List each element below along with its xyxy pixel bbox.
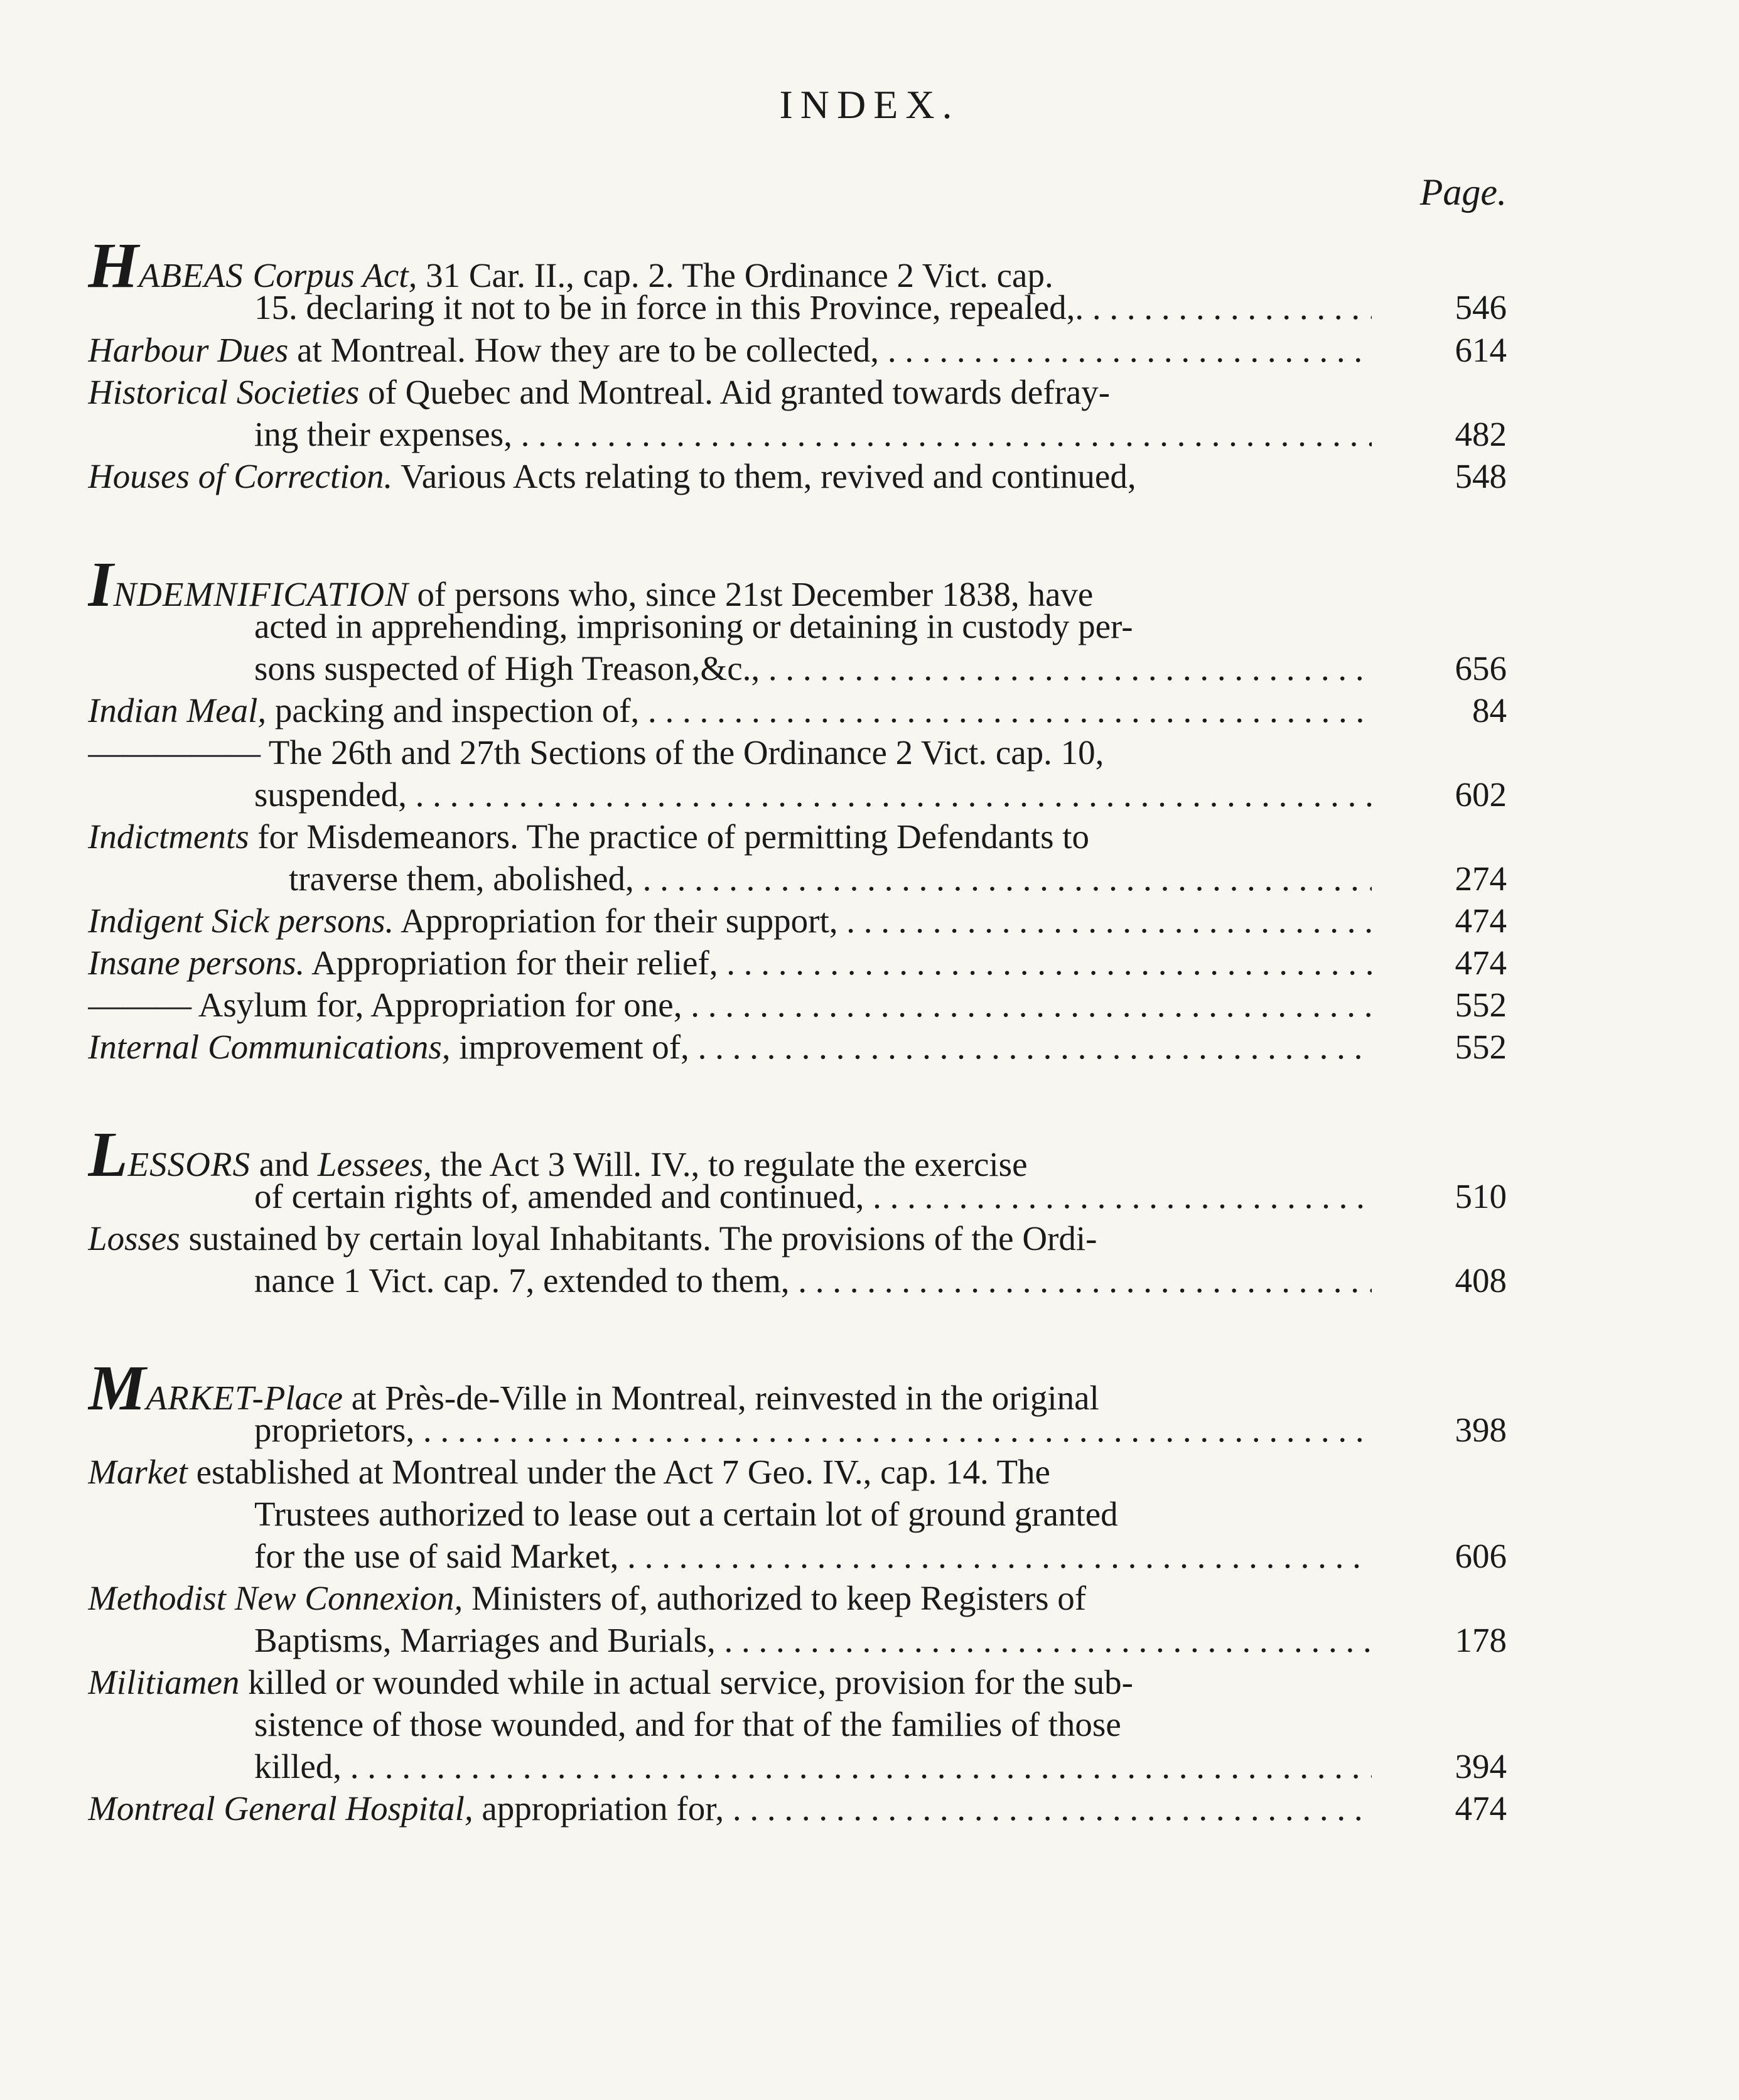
entry-text-run: ARKET-: [146, 1379, 264, 1417]
index-entry-line: [0, 816, 1739, 858]
index-entry-line: [0, 858, 1739, 900]
entry-text-run: Insane persons.: [88, 944, 305, 982]
entry-text: [254, 1704, 1372, 1745]
entry-page-number: 482: [1455, 415, 1507, 453]
entry-text-run: and: [250, 1145, 318, 1183]
entry-text: [88, 330, 1372, 371]
entry-text-run: sistence of those wounded, and for that of the families of those: [254, 1705, 1121, 1743]
entry-text: [88, 1662, 1372, 1703]
entry-page-number: 614: [1455, 331, 1507, 369]
index-entry-line: [0, 606, 1739, 647]
entry-page-number: 546: [1455, 288, 1507, 326]
entry-text: [254, 1494, 1372, 1535]
entry-text-run: at Près-de-Ville in Montreal, reinvested in the original: [342, 1379, 1099, 1417]
entry-text-run: Ministers of, authorized to keep Registers of: [463, 1579, 1087, 1617]
entry-text: [88, 942, 1372, 984]
index-entry-line: [0, 690, 1739, 731]
index-entry-line: [0, 1704, 1739, 1745]
entry-text-run: appropriation for,: [473, 1789, 724, 1828]
index-entry-line: [0, 1451, 1739, 1493]
entry-text-run: packing and inspection of,: [266, 691, 640, 730]
entry-text-run: Methodist New Connexion,: [88, 1579, 463, 1617]
entry-page-number: 178: [1455, 1621, 1507, 1659]
entry-text: [254, 648, 1372, 689]
entry-text-run: sustained by certain loyal Inhabitants. The provisions of the Ordi-: [180, 1219, 1097, 1257]
index-entry-line: [0, 1026, 1739, 1068]
entry-text-run: Lessees,: [317, 1145, 432, 1183]
initial-capital: H: [88, 245, 139, 296]
entry-text: [88, 900, 1372, 942]
entry-text: [254, 1746, 1372, 1787]
entry-text-run: killed or wounded while in actual service, provision for the sub-: [239, 1663, 1133, 1701]
entry-page-number: 552: [1455, 1028, 1507, 1066]
entry-page-number: 602: [1455, 775, 1507, 814]
initial-capital: L: [88, 1134, 128, 1185]
entry-page-number: 398: [1455, 1411, 1507, 1449]
entry-text-run: acted in apprehending, imprisoning or detaining in custody per-: [254, 607, 1133, 645]
entry-text: [88, 1788, 1372, 1829]
index-entry-line: [0, 942, 1739, 984]
index-entry-line: [0, 984, 1739, 1026]
entry-text-run: Losses: [88, 1219, 180, 1257]
page-title: INDEX.: [779, 82, 960, 127]
entry-text-run: Place: [264, 1379, 343, 1417]
entry-text-run: of Quebec and Montreal. Aid granted towards defray-: [359, 373, 1111, 411]
entry-text-run: improvement of,: [450, 1028, 689, 1066]
entry-text: [254, 1176, 1372, 1217]
index-entry-line: [0, 1662, 1739, 1703]
entry-text-run: 31 Car. II., cap. 2. The Ordinance 2 Vict. cap.: [417, 256, 1053, 294]
entry-text: [254, 1409, 1372, 1451]
entry-page-number: 510: [1455, 1177, 1507, 1215]
index-entry-line: [0, 1176, 1739, 1217]
entry-text-run: at Montreal. How they are to be collected,: [288, 331, 880, 369]
entry-text-run: traverse them, abolished,: [289, 859, 634, 898]
entry-text-run: 15. declaring it not to be in force in this Province, repealed,. .: [254, 288, 1101, 326]
index-entry-line: [0, 774, 1739, 816]
index-entry-line: [0, 1260, 1739, 1301]
entry-text-run: sons suspected of High Treason,&c.,: [254, 649, 760, 687]
entry-text-run: Appropriation for their relief,: [304, 944, 718, 982]
entry-text: [254, 1620, 1372, 1661]
entry-text: [289, 858, 1372, 900]
entry-text-run: Indigent Sick persons.: [88, 902, 394, 940]
index-entry-line: [0, 456, 1739, 497]
index-entry-line: [0, 287, 1739, 328]
entry-text: [254, 774, 1372, 816]
entry-text-run: of persons who, since 21st December 1838, have: [408, 575, 1094, 613]
entry-text-run: killed,: [254, 1747, 342, 1785]
index-entry-line: [0, 330, 1739, 371]
entry-page-number: 274: [1455, 859, 1507, 898]
entry-text: [88, 1451, 1372, 1493]
entry-text: [254, 414, 1372, 455]
index-entry-line: [0, 648, 1739, 689]
entry-text-run: Trustees authorized to lease out a certain lot of ground granted: [254, 1495, 1118, 1533]
index-entry-line: [0, 1134, 1739, 1185]
entry-text-run: Internal Communications,: [88, 1028, 451, 1066]
entry-text-run: Baptisms, Marriages and Burials,: [254, 1621, 716, 1659]
entry-text-run: ing their expenses,: [254, 415, 512, 453]
entry-page-number: 548: [1455, 457, 1507, 495]
initial-capital: I: [88, 564, 114, 615]
entry-text-run: Corpus Act,: [252, 256, 417, 294]
entry-text-run: Indictments: [88, 817, 249, 856]
index-entry-line: [0, 564, 1739, 615]
entry-text-run: Market: [88, 1453, 188, 1491]
entry-text-run: suspended,: [254, 775, 407, 814]
entry-text-run: nance 1 Vict. cap. 7, extended to them,: [254, 1261, 790, 1300]
entry-text: [254, 287, 1372, 328]
index-entry-line: [0, 900, 1739, 942]
entry-text-run: of certain rights of, amended and continued,: [254, 1177, 864, 1215]
entry-page-number: 474: [1455, 902, 1507, 940]
entry-text-run: Various Acts relating to them, revived and continued,: [392, 457, 1136, 495]
entry-text-run: Militiamen: [88, 1663, 240, 1701]
entry-text-run: Indian Meal,: [88, 691, 267, 730]
entry-text-run: ESSORS: [127, 1145, 250, 1183]
entry-text-run: the Act 3 Will. IV., to regulate the exercise: [431, 1145, 1028, 1183]
entry-text-run: ——— Asylum for, Appropriation for one,: [88, 986, 682, 1024]
index-entry-line: [0, 1494, 1739, 1535]
index-entry-line: [0, 1218, 1739, 1259]
entry-text: [254, 606, 1372, 647]
page-column-label: Page.: [1419, 171, 1507, 213]
entry-text-run: for the use of said Market,: [254, 1537, 619, 1575]
initial-capital: M: [88, 1367, 146, 1419]
index-entry-line: [0, 1536, 1739, 1577]
index-entry-line: [0, 245, 1739, 296]
index-entry-line: [0, 1578, 1739, 1619]
index-entry-line: [0, 1620, 1739, 1661]
index-entry-line: [0, 1409, 1739, 1451]
entry-text-run: for Misdemeanors. The practice of permitting Defendants to: [249, 817, 1090, 856]
entry-text-run: ABEAS: [138, 256, 253, 294]
entry-text-run: proprietors,: [254, 1411, 415, 1449]
entry-text-run: Houses of Correction.: [88, 457, 393, 495]
entry-text: [254, 1260, 1372, 1301]
entry-page-number: 474: [1455, 944, 1507, 982]
entry-text: [88, 1218, 1372, 1259]
entry-text-run: established at Montreal under the Act 7 Geo. IV., cap. 14. The: [187, 1453, 1050, 1491]
entry-text-run: ————— The 26th and 27th Sections of the Ordinance 2 Vict. cap. 10,: [88, 733, 1104, 772]
index-entry-line: [0, 414, 1739, 455]
entry-text-run: Harbour Dues: [88, 331, 289, 369]
entry-text-run: Montreal General Hospital,: [88, 1789, 473, 1828]
entry-page-number: 408: [1455, 1261, 1507, 1300]
entry-page-number: 394: [1455, 1747, 1507, 1785]
entry-text: [88, 732, 1372, 773]
entry-page-number: 656: [1455, 649, 1507, 687]
entry-page-number: 552: [1455, 986, 1507, 1024]
entry-text: [88, 816, 1372, 858]
entry-text: [88, 1026, 1372, 1068]
entry-text: [254, 1536, 1372, 1577]
entry-text-run: NDEMNIFICATION: [113, 575, 409, 613]
entry-text: [88, 690, 1372, 731]
entry-text-run: Historical Societies: [88, 373, 360, 411]
index-entry-line: [0, 1746, 1739, 1787]
index-entry-line: [0, 1788, 1739, 1829]
index-entry-line: [0, 372, 1739, 413]
index-entry-line: [0, 1367, 1739, 1419]
entry-page-number: 474: [1455, 1789, 1507, 1828]
entry-text: [88, 1578, 1372, 1619]
entry-text: [88, 984, 1372, 1026]
index-entry-line: [0, 732, 1739, 773]
entry-text: [88, 372, 1372, 413]
entry-text: [88, 456, 1372, 497]
entry-page-number: 606: [1455, 1537, 1507, 1575]
entry-page-number: 84: [1472, 691, 1507, 730]
entry-text-run: Appropriation for their support,: [394, 902, 838, 940]
